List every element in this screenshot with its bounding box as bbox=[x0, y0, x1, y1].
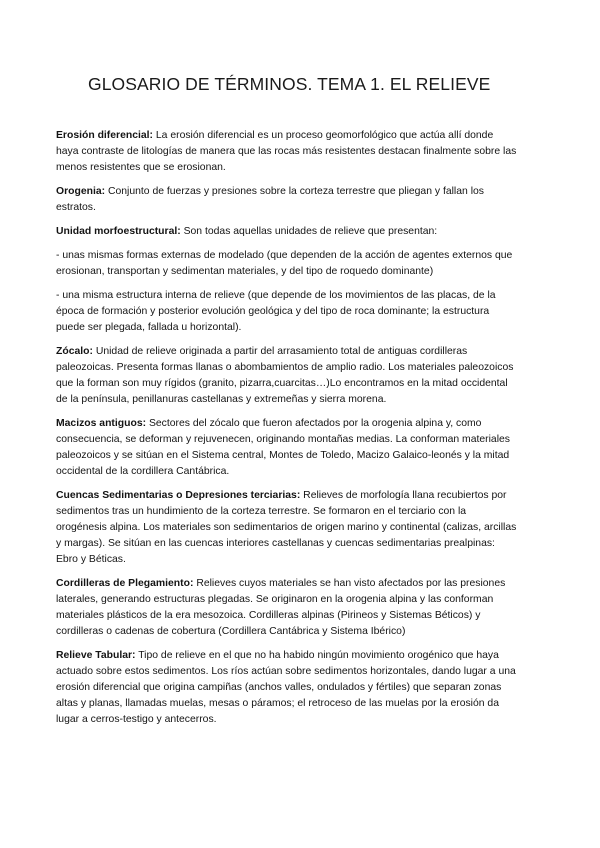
glossary-entry-zocalo bbox=[56, 344, 518, 408]
entry-term: Zócalo: bbox=[56, 346, 93, 357]
entry-term: Erosión diferencial: bbox=[56, 130, 154, 141]
entry-definition: Relieves cuyos materiales se han visto afectados por las presiones laterales, generando estructuras plegadas. Se originaron en la orogenia alpina y las conforman materiales plásticos de la era mesozoica. Cordilleras alpinas (Pirineos y Sistemas Béticos) y cordilleras o cadenas de cobertura (Cordillera Cantábrica y Sistema Ibérico) bbox=[56, 578, 506, 637]
glossary-entry-relieve-tabular bbox=[56, 648, 518, 728]
glossary-entry-macizos-antiguos bbox=[56, 416, 518, 480]
entry-term: Orogenia: bbox=[56, 186, 106, 197]
entry-term: Relieve Tabular: bbox=[56, 650, 136, 661]
morfo-item-formas-externas: - unas mismas formas externas de modelado (que dependen de la acción de agentes externos que erosionan, transportan y sedimentan materiales, y del tipo de roquedo dominante) bbox=[56, 250, 513, 277]
entry-definition: Son todas aquellas unidades de relieve que presentan: bbox=[180, 226, 438, 237]
glossary-entry-cordilleras-plegamiento bbox=[56, 576, 518, 640]
entry-definition: Tipo de relieve en el que no ha habido ningún movimiento orogénico que haya actuado sobre estos sedimentos. Los ríos actúan sobre sedimentos horizontales, dando lugar a una erosión diferencial que origina campiñas (anchos valles, ondulados y fértiles) que separan zonas altas y planas, llamadas muelas, mesas o páramos; el retroceso de las muelas por la erosión da lugar a cerros-testigo y antecerros. bbox=[56, 650, 516, 725]
morfo-item-estructura-interna: - una misma estructura interna de relieve (que depende de los movimientos de las placas, de la época de formación y posterior evolución geológica y del tipo de roca dominante; la estructura puede ser plegada, fallada u horizontal). bbox=[56, 290, 496, 333]
document-title: GLOSARIO DE TÉRMINOS. TEMA 1. EL RELIEVE bbox=[88, 74, 491, 94]
glossary-entry-erosion-diferencial bbox=[56, 128, 518, 176]
glossary-entry-unidad-morfoestructural bbox=[56, 224, 518, 240]
glossary-body bbox=[56, 128, 518, 736]
glossary-entry-cuencas-sedimentarias bbox=[56, 488, 518, 568]
entry-definition: Sectores del zócalo que fueron afectados por la orogenia alpina y, como consecuencia, se deforman y rejuvenecen, originando montañas medias. La conforman materiales paleozoicos y se sitúan en el Sistema central, Montes de Toledo, Macizo Galaico-leonés y la mitad occidental de la cordillera Cantábrica. bbox=[56, 418, 510, 477]
glossary-entry-orogenia bbox=[56, 184, 518, 216]
entry-term: Unidad morfoestructural: bbox=[56, 226, 181, 237]
entry-term: Macizos antiguos: bbox=[56, 418, 147, 429]
entry-definition: Conjunto de fuerzas y presiones sobre la corteza terrestre que pliegan y fallan los estratos. bbox=[56, 186, 484, 213]
entry-term: Cordilleras de Plegamiento: bbox=[56, 578, 194, 589]
entry-definition: La erosión diferencial es un proceso geomorfológico que actúa allí donde haya contraste de litologías de manera que las rocas más resistentes destacan finalmente sobre las menos resistentes que se erosionan. bbox=[56, 130, 517, 173]
entry-term: Cuencas Sedimentarias o Depresiones terciarias: bbox=[56, 490, 301, 501]
entry-definition: Relieves de morfología llana recubiertos por sedimentos tras un hundimiento de la corteza terrestre. Se formaron en el terciario con la orogénesis alpina. Los materiales son sedimentarios de origen marino y continental (calizas, arcillas y margas). Se sitúan en las cuencas interiores castellanas y cuencas sedimentarias prealpinas: Ebro y Béticas. bbox=[56, 490, 517, 565]
entry-definition: Unidad de relieve originada a partir del arrasamiento total de antiguas cordilleras paleozoicas. Presenta formas llanas o abombamientos de amplio radio. Los materiales paleozoicos que la forman son muy rígidos (granito, pizarra,cuarcitas…)Lo encontramos en la mitad occidental de la península, penillanuras castellanas y extremeñas y sierra morena. bbox=[56, 346, 514, 405]
